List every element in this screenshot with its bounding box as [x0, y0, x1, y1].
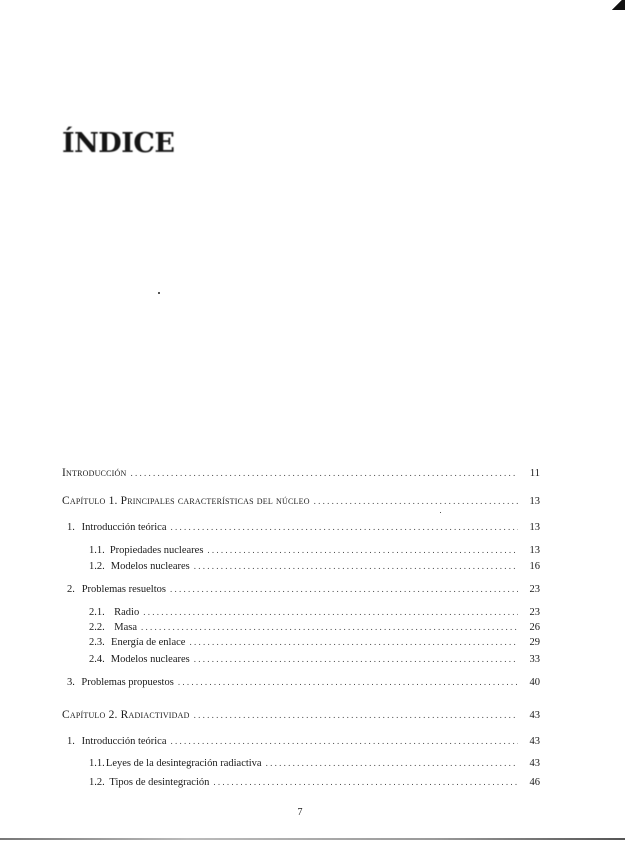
toc-entry-page: 43: [529, 736, 540, 747]
toc-leader-dots: [143, 606, 518, 618]
toc-entry-page: 26: [529, 622, 540, 633]
toc-entry-3-problemas-propuestos[interactable]: [67, 676, 540, 689]
toc-entry-title: Capítulo 1. Principales características del núcleo: [62, 495, 310, 507]
toc-leader-dots: [266, 757, 518, 769]
toc-entry-2-1-radio[interactable]: [89, 606, 540, 619]
toc-leader-dots: [194, 709, 518, 721]
toc-entry-page: 43: [529, 710, 540, 721]
toc-entry-1-1-leyes-desintegracion[interactable]: [89, 757, 540, 770]
toc-leader-dots: [170, 583, 518, 595]
toc-entry-page: 13: [529, 522, 540, 533]
toc-leader-dots: [213, 776, 518, 788]
toc-entry-title: Leyes de la desintegración radiactiva: [105, 758, 262, 769]
toc-entry-title: Introducción teórica: [81, 522, 167, 533]
toc-entry-title: Introducción teórica: [81, 736, 167, 747]
toc-entry-page: 29: [529, 637, 540, 648]
toc-entry-number: 1.1.: [89, 758, 105, 769]
toc-entry-number: 1.: [67, 736, 75, 747]
toc-entry-title: Energía de enlace: [111, 637, 186, 648]
page-number: 7: [297, 807, 303, 818]
scan-bottom-edge: [0, 838, 625, 840]
toc-entry-page: 11: [529, 468, 540, 479]
toc-entry-title: Modelos nucleares: [110, 561, 190, 572]
toc-leader-dots: [178, 676, 518, 688]
toc-entry-title: Introducción: [62, 467, 127, 479]
toc-entry-1-1-propiedades-nucleares[interactable]: [89, 544, 540, 557]
page-heading: ÍNDICE: [62, 128, 175, 159]
toc-entry-title: Problemas resueltos: [81, 584, 166, 595]
toc-leader-dots: [171, 521, 518, 533]
toc-entry-title: Tipos de desintegración: [109, 777, 210, 788]
toc-entry-title: Modelos nucleares: [110, 654, 190, 665]
toc-entry-number: 2.1.: [89, 607, 105, 618]
toc-leader-dots: [171, 735, 518, 747]
toc-entry-number: 1.2.: [89, 777, 105, 788]
toc-leader-dots: [207, 544, 518, 556]
toc-entry-introduccion[interactable]: [62, 467, 540, 480]
scan-corner-mark: [611, 0, 625, 10]
toc-entry-page: 23: [529, 584, 540, 595]
toc-entry-title: Masa: [114, 622, 138, 633]
toc-leader-dots: [189, 636, 518, 648]
toc-entry-number: 1.1.: [89, 545, 105, 556]
toc-entry-capitulo-2[interactable]: [62, 709, 540, 722]
toc-entry-page: 33: [529, 654, 540, 665]
scan-speck: [440, 512, 441, 513]
toc-entry-title: Propiedades nucleares: [109, 545, 204, 556]
toc-entry-title: Problemas propuestos: [81, 677, 174, 688]
toc-entry-2-4-modelos-nucleares[interactable]: [89, 653, 540, 666]
toc-entry-number: 2.3.: [89, 637, 105, 648]
toc-entry-page: 46: [529, 777, 540, 788]
toc-entry-2-problemas-resueltos[interactable]: [67, 583, 540, 596]
toc-entry-page: 13: [529, 545, 540, 556]
toc-entry-title: Capítulo 2. Radiactividad: [62, 709, 190, 721]
toc-entry-2-3-energia-de-enlace[interactable]: [89, 636, 540, 649]
toc-entry-number: 1.: [67, 522, 75, 533]
toc-entry-number: 2.2.: [89, 622, 105, 633]
toc-leader-dots: [130, 467, 518, 479]
toc-entry-2-2-masa[interactable]: [89, 621, 540, 634]
toc-leader-dots: [314, 495, 518, 507]
toc-leader-dots: [141, 621, 518, 633]
toc-entry-number: 2.4.: [89, 654, 105, 665]
toc-entry-1-introduccion-teorica[interactable]: [67, 521, 540, 534]
toc-entry-page: 40: [529, 677, 540, 688]
toc-entry-1-introduccion-teorica-cap2[interactable]: [67, 735, 540, 748]
toc-entry-title: Radio: [114, 607, 140, 618]
toc-entry-1-2-tipos-desintegracion[interactable]: [89, 776, 540, 789]
scan-speck: [158, 292, 160, 294]
toc-entry-number: 1.2.: [89, 561, 105, 572]
toc-entry-capitulo-1[interactable]: [62, 495, 540, 508]
toc-entry-1-2-modelos-nucleares[interactable]: [89, 560, 540, 573]
toc-entry-page: 23: [529, 607, 540, 618]
toc-entry-number: 3.: [67, 677, 75, 688]
toc-leader-dots: [194, 560, 518, 572]
toc-entry-page: 43: [529, 758, 540, 769]
toc-entry-page: 16: [529, 561, 540, 572]
toc-leader-dots: [194, 653, 518, 665]
toc-entry-page: 13: [529, 496, 540, 507]
toc-entry-number: 2.: [67, 584, 75, 595]
